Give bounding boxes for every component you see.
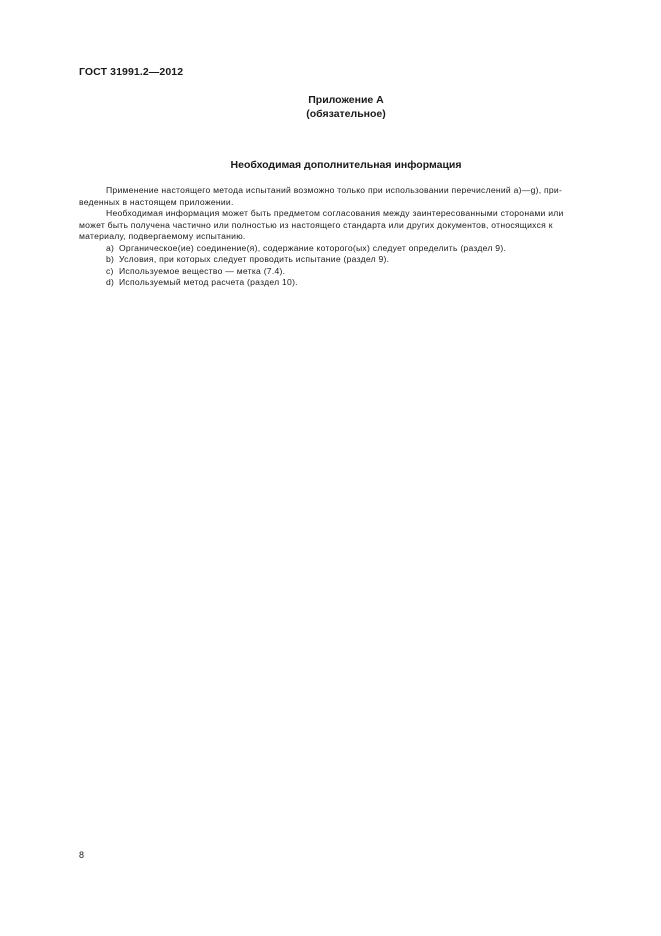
list-item-text: Используемый метод расчета (раздел 10). <box>119 277 298 287</box>
list-item <box>79 243 614 255</box>
section-heading: Необходимая дополнительная информация <box>230 159 462 171</box>
list-item-marker: c) <box>106 265 114 276</box>
list-item <box>79 266 614 278</box>
paragraph-1-line-2: веденных в настоящем приложении. <box>79 196 234 207</box>
list-item-text: Органическое(ие) соединение(я), содержание которого(ых) следует определить (раздел 9). <box>119 242 507 253</box>
list-item-text: Используемое вещество — метка (7.4). <box>119 265 286 276</box>
list-item-text: Условия, при которых следует проводить испытание (раздел 9). <box>119 254 390 264</box>
list-item-marker: b) <box>106 254 115 264</box>
paragraph-2-line-1: Необходимая информация может быть предметом согласования между заинтересованными сторонами или <box>106 208 564 218</box>
paragraph-2-line-3: материалу, подвергаемому испытанию. <box>79 231 246 241</box>
appendix-status: (обязательное) <box>306 108 386 120</box>
document-code: ГОСТ 31991.2—2012 <box>79 66 184 78</box>
paragraph-2-line-2: может быть получена частично или полностью из настоящего стандарта или других документов, относящихся к <box>79 219 553 230</box>
appendix-title: Приложение А <box>308 94 384 106</box>
list-item-marker: d) <box>106 277 115 287</box>
page-number: 8 <box>79 850 85 860</box>
body-text <box>79 185 614 289</box>
list-item <box>79 254 614 266</box>
paragraph-1-line-1: Применение настоящего метода испытаний возможно только при использовании перечислений а)—g), при- <box>106 185 563 195</box>
list-item <box>79 277 614 289</box>
list-item-marker: a) <box>106 242 115 253</box>
